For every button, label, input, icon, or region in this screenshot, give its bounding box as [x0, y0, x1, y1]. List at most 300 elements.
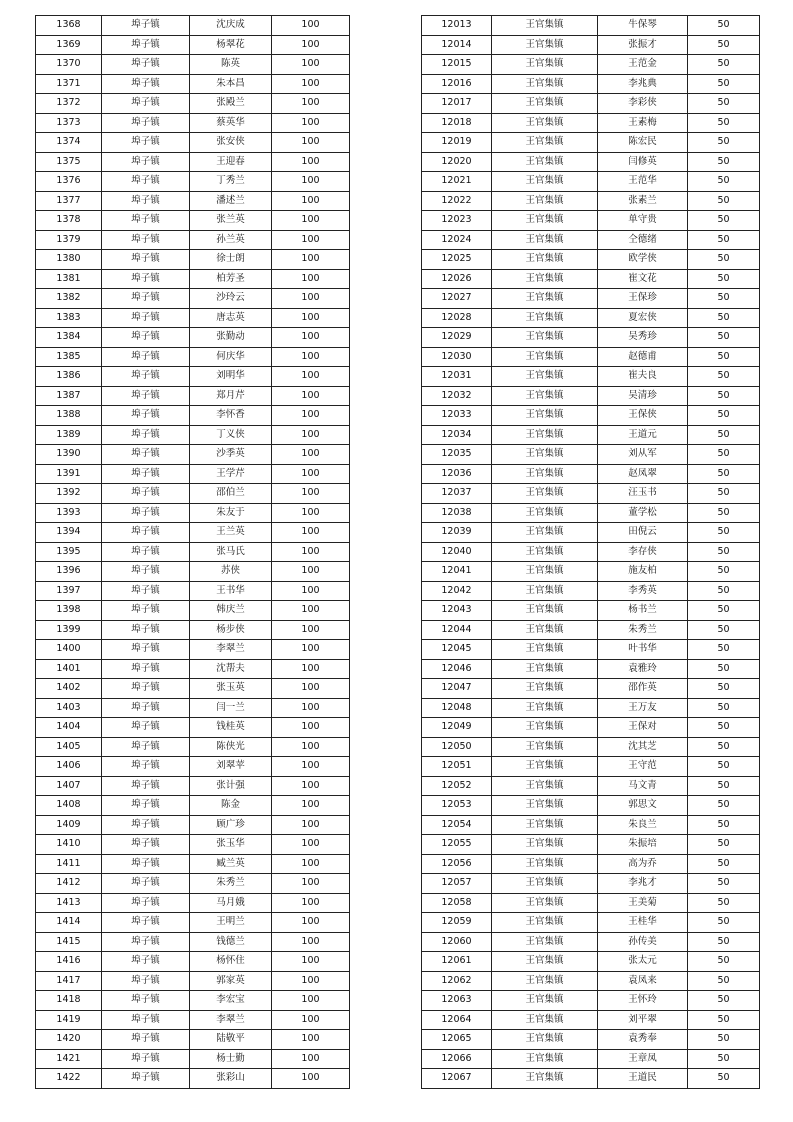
serial-number-cell: 1421 [36, 1049, 102, 1069]
name-cell: 李翠兰 [190, 640, 272, 660]
town-cell: 埠子镇 [102, 971, 190, 991]
town-cell: 王官集镇 [492, 796, 598, 816]
name-cell: 潘述兰 [190, 191, 272, 211]
serial-number-cell: 12064 [422, 1010, 492, 1030]
table-row [422, 269, 760, 289]
town-cell: 王官集镇 [492, 191, 598, 211]
name-cell: 张玉英 [190, 679, 272, 699]
serial-number-cell: 12039 [422, 523, 492, 543]
town-cell: 埠子镇 [102, 55, 190, 75]
table-row [36, 35, 350, 55]
serial-number-cell: 12063 [422, 991, 492, 1011]
serial-number-cell: 1420 [36, 1030, 102, 1050]
name-cell: 仝德绪 [598, 230, 688, 250]
town-cell: 埠子镇 [102, 484, 190, 504]
serial-number-cell: 12018 [422, 113, 492, 133]
name-cell: 李兆典 [598, 74, 688, 94]
amount-cell: 100 [272, 698, 350, 718]
town-cell: 王官集镇 [492, 347, 598, 367]
name-cell: 马文青 [598, 776, 688, 796]
town-cell: 埠子镇 [102, 718, 190, 738]
table-row [422, 1049, 760, 1069]
serial-number-cell: 12044 [422, 620, 492, 640]
serial-number-cell: 12060 [422, 932, 492, 952]
amount-cell: 50 [688, 113, 760, 133]
name-cell: 李兆才 [598, 874, 688, 894]
serial-number-cell: 12032 [422, 386, 492, 406]
name-cell: 欧学侠 [598, 250, 688, 270]
serial-number-cell: 12017 [422, 94, 492, 114]
name-cell: 王迎春 [190, 152, 272, 172]
amount-cell: 50 [688, 835, 760, 855]
serial-number-cell: 12067 [422, 1069, 492, 1089]
table-row [36, 230, 350, 250]
table-row [36, 601, 350, 621]
amount-cell: 50 [688, 562, 760, 582]
town-cell: 王官集镇 [492, 991, 598, 1011]
table-row [36, 445, 350, 465]
name-cell: 赵凤翠 [598, 464, 688, 484]
town-cell: 王官集镇 [492, 1010, 598, 1030]
table-row [36, 854, 350, 874]
table-row [36, 484, 350, 504]
amount-cell: 50 [688, 445, 760, 465]
table-row [422, 464, 760, 484]
serial-number-cell: 12055 [422, 835, 492, 855]
amount-cell: 50 [688, 991, 760, 1011]
table-row [36, 932, 350, 952]
table-row [422, 1010, 760, 1030]
serial-number-cell: 12013 [422, 16, 492, 36]
name-cell: 刘翠苹 [190, 757, 272, 777]
town-cell: 王官集镇 [492, 854, 598, 874]
serial-number-cell: 1396 [36, 562, 102, 582]
amount-cell: 100 [272, 113, 350, 133]
serial-number-cell: 1406 [36, 757, 102, 777]
serial-number-cell: 1371 [36, 74, 102, 94]
serial-number-cell: 1370 [36, 55, 102, 75]
amount-cell: 100 [272, 581, 350, 601]
table-row [36, 679, 350, 699]
table-row [422, 737, 760, 757]
table-row [36, 94, 350, 114]
table-row [36, 620, 350, 640]
name-cell: 施友柏 [598, 562, 688, 582]
table-row [36, 874, 350, 894]
town-cell: 埠子镇 [102, 230, 190, 250]
name-cell: 吴清珍 [598, 386, 688, 406]
amount-cell: 100 [272, 406, 350, 426]
town-cell: 埠子镇 [102, 172, 190, 192]
amount-cell: 50 [688, 796, 760, 816]
town-cell: 埠子镇 [102, 737, 190, 757]
amount-cell: 100 [272, 445, 350, 465]
amount-cell: 100 [272, 94, 350, 114]
town-cell: 埠子镇 [102, 913, 190, 933]
serial-number-cell: 12022 [422, 191, 492, 211]
town-cell: 王官集镇 [492, 16, 598, 36]
table-row [36, 152, 350, 172]
name-cell: 王道元 [598, 425, 688, 445]
name-cell: 陈宏民 [598, 133, 688, 153]
name-cell: 赵德甫 [598, 347, 688, 367]
serial-number-cell: 1391 [36, 464, 102, 484]
table-row [422, 308, 760, 328]
name-cell: 沈庆成 [190, 16, 272, 36]
amount-cell: 100 [272, 523, 350, 543]
name-cell: 牛保琴 [598, 16, 688, 36]
table-row [36, 406, 350, 426]
name-cell: 王素梅 [598, 113, 688, 133]
name-cell: 张殿兰 [190, 94, 272, 114]
name-cell: 郭思文 [598, 796, 688, 816]
name-cell: 陆敬平 [190, 1030, 272, 1050]
town-cell: 埠子镇 [102, 35, 190, 55]
name-cell: 钱德兰 [190, 932, 272, 952]
amount-cell: 100 [272, 289, 350, 309]
table-row [36, 1010, 350, 1030]
serial-number-cell: 1373 [36, 113, 102, 133]
table-row [36, 971, 350, 991]
name-cell: 张彩山 [190, 1069, 272, 1089]
table-row [422, 971, 760, 991]
table-row [36, 542, 350, 562]
name-cell: 李存侠 [598, 542, 688, 562]
name-cell: 陈侠光 [190, 737, 272, 757]
name-cell: 李彩侠 [598, 94, 688, 114]
table-row [422, 542, 760, 562]
amount-cell: 100 [272, 133, 350, 153]
serial-number-cell: 1386 [36, 367, 102, 387]
name-cell: 朱友于 [190, 503, 272, 523]
serial-number-cell: 1419 [36, 1010, 102, 1030]
serial-number-cell: 12054 [422, 815, 492, 835]
town-cell: 王官集镇 [492, 289, 598, 309]
table-row [36, 16, 350, 36]
table-row [422, 172, 760, 192]
town-cell: 王官集镇 [492, 386, 598, 406]
town-cell: 王官集镇 [492, 952, 598, 972]
amount-cell: 100 [272, 757, 350, 777]
serial-number-cell: 12050 [422, 737, 492, 757]
serial-number-cell: 12051 [422, 757, 492, 777]
table-row [36, 55, 350, 75]
table-row [422, 74, 760, 94]
name-cell: 臧兰英 [190, 854, 272, 874]
amount-cell: 100 [272, 347, 350, 367]
town-cell: 王官集镇 [492, 893, 598, 913]
table-row [36, 1069, 350, 1089]
name-cell: 沈其芝 [598, 737, 688, 757]
town-cell: 王官集镇 [492, 55, 598, 75]
amount-cell: 100 [272, 776, 350, 796]
town-cell: 埠子镇 [102, 835, 190, 855]
amount-cell: 100 [272, 893, 350, 913]
amount-cell: 100 [272, 269, 350, 289]
amount-cell: 100 [272, 659, 350, 679]
name-cell: 王万友 [598, 698, 688, 718]
amount-cell: 100 [272, 425, 350, 445]
amount-cell: 100 [272, 601, 350, 621]
amount-cell: 50 [688, 347, 760, 367]
amount-cell: 50 [688, 1010, 760, 1030]
table-row [36, 640, 350, 660]
serial-number-cell: 1411 [36, 854, 102, 874]
table-row [36, 113, 350, 133]
town-cell: 王官集镇 [492, 445, 598, 465]
serial-number-cell: 12036 [422, 464, 492, 484]
town-cell: 王官集镇 [492, 484, 598, 504]
town-cell: 王官集镇 [492, 698, 598, 718]
name-cell: 邵作英 [598, 679, 688, 699]
table-row [36, 347, 350, 367]
amount-cell: 100 [272, 913, 350, 933]
name-cell: 王美菊 [598, 893, 688, 913]
amount-cell: 100 [272, 172, 350, 192]
name-cell: 李宏宝 [190, 991, 272, 1011]
table-row [422, 484, 760, 504]
serial-number-cell: 1397 [36, 581, 102, 601]
name-cell: 王保对 [598, 718, 688, 738]
town-cell: 王官集镇 [492, 74, 598, 94]
table-row [36, 1049, 350, 1069]
town-cell: 王官集镇 [492, 1069, 598, 1089]
table-row [36, 425, 350, 445]
name-cell: 董学松 [598, 503, 688, 523]
serial-number-cell: 12048 [422, 698, 492, 718]
name-cell: 徐士朗 [190, 250, 272, 270]
amount-cell: 50 [688, 133, 760, 153]
name-cell: 陈金 [190, 796, 272, 816]
name-cell: 陈英 [190, 55, 272, 75]
serial-number-cell: 12066 [422, 1049, 492, 1069]
table-row [422, 133, 760, 153]
serial-number-cell: 1405 [36, 737, 102, 757]
town-cell: 王官集镇 [492, 250, 598, 270]
name-cell: 杨书兰 [598, 601, 688, 621]
amount-cell: 50 [688, 425, 760, 445]
amount-cell: 100 [272, 991, 350, 1011]
town-cell: 王官集镇 [492, 659, 598, 679]
name-cell: 张振才 [598, 35, 688, 55]
town-cell: 王官集镇 [492, 94, 598, 114]
serial-number-cell: 1372 [36, 94, 102, 114]
town-cell: 王官集镇 [492, 425, 598, 445]
amount-cell: 50 [688, 601, 760, 621]
serial-number-cell: 1404 [36, 718, 102, 738]
amount-cell: 50 [688, 971, 760, 991]
table-row [422, 406, 760, 426]
town-cell: 埠子镇 [102, 679, 190, 699]
table-row [422, 952, 760, 972]
serial-number-cell: 1399 [36, 620, 102, 640]
name-cell: 苏侠 [190, 562, 272, 582]
amount-cell: 50 [688, 386, 760, 406]
town-cell: 埠子镇 [102, 308, 190, 328]
name-cell: 袁凤来 [598, 971, 688, 991]
name-cell: 高为乔 [598, 854, 688, 874]
town-cell: 埠子镇 [102, 445, 190, 465]
serial-number-cell: 1402 [36, 679, 102, 699]
name-cell: 王桂华 [598, 913, 688, 933]
amount-cell: 50 [688, 367, 760, 387]
name-cell: 王怀玲 [598, 991, 688, 1011]
table-row [422, 230, 760, 250]
name-cell: 王章凤 [598, 1049, 688, 1069]
amount-cell: 50 [688, 230, 760, 250]
serial-number-cell: 1387 [36, 386, 102, 406]
amount-cell: 100 [272, 952, 350, 972]
serial-number-cell: 1422 [36, 1069, 102, 1089]
name-cell: 王兰英 [190, 523, 272, 543]
name-cell: 单守贵 [598, 211, 688, 231]
serial-number-cell: 1389 [36, 425, 102, 445]
table-row [36, 698, 350, 718]
name-cell: 韩庆兰 [190, 601, 272, 621]
town-cell: 王官集镇 [492, 581, 598, 601]
table-row [422, 1030, 760, 1050]
table-row [36, 250, 350, 270]
name-cell: 张勤动 [190, 328, 272, 348]
town-cell: 王官集镇 [492, 133, 598, 153]
table-row [36, 776, 350, 796]
town-cell: 埠子镇 [102, 698, 190, 718]
town-cell: 王官集镇 [492, 172, 598, 192]
town-cell: 埠子镇 [102, 1010, 190, 1030]
serial-number-cell: 12057 [422, 874, 492, 894]
name-cell: 张太元 [598, 952, 688, 972]
town-cell: 埠子镇 [102, 542, 190, 562]
amount-cell: 100 [272, 484, 350, 504]
name-cell: 朱振培 [598, 835, 688, 855]
name-cell: 丁义侠 [190, 425, 272, 445]
amount-cell: 50 [688, 542, 760, 562]
serial-number-cell: 12049 [422, 718, 492, 738]
name-cell: 王守范 [598, 757, 688, 777]
serial-number-cell: 1414 [36, 913, 102, 933]
name-cell: 张安侠 [190, 133, 272, 153]
table-row [422, 679, 760, 699]
town-cell: 埠子镇 [102, 757, 190, 777]
name-cell: 王学芹 [190, 464, 272, 484]
serial-number-cell: 12014 [422, 35, 492, 55]
table-row [422, 347, 760, 367]
name-cell: 王道民 [598, 1069, 688, 1089]
amount-cell: 50 [688, 503, 760, 523]
name-cell: 王范金 [598, 55, 688, 75]
town-cell: 埠子镇 [102, 406, 190, 426]
table-row [422, 874, 760, 894]
town-cell: 王官集镇 [492, 601, 598, 621]
town-cell: 王官集镇 [492, 230, 598, 250]
town-cell: 埠子镇 [102, 562, 190, 582]
amount-cell: 100 [272, 250, 350, 270]
amount-cell: 50 [688, 94, 760, 114]
amount-cell: 100 [272, 35, 350, 55]
amount-cell: 50 [688, 250, 760, 270]
town-cell: 王官集镇 [492, 874, 598, 894]
table-row [36, 328, 350, 348]
town-cell: 埠子镇 [102, 620, 190, 640]
table-row [422, 796, 760, 816]
town-cell: 王官集镇 [492, 679, 598, 699]
amount-cell: 100 [272, 620, 350, 640]
table-row [36, 952, 350, 972]
serial-number-cell: 1382 [36, 289, 102, 309]
name-cell: 王明兰 [190, 913, 272, 933]
name-cell: 朱良兰 [598, 815, 688, 835]
table-row [36, 815, 350, 835]
amount-cell: 100 [272, 16, 350, 36]
serial-number-cell: 1398 [36, 601, 102, 621]
table-row [422, 1069, 760, 1089]
amount-cell: 50 [688, 16, 760, 36]
town-cell: 埠子镇 [102, 191, 190, 211]
amount-cell: 50 [688, 289, 760, 309]
amount-cell: 50 [688, 269, 760, 289]
table-row [36, 659, 350, 679]
name-cell: 叶书华 [598, 640, 688, 660]
table-row [422, 386, 760, 406]
serial-number-cell: 1369 [36, 35, 102, 55]
amount-cell: 50 [688, 1030, 760, 1050]
town-cell: 王官集镇 [492, 971, 598, 991]
amount-cell: 100 [272, 1049, 350, 1069]
name-cell: 闫修英 [598, 152, 688, 172]
town-cell: 埠子镇 [102, 269, 190, 289]
serial-number-cell: 12020 [422, 152, 492, 172]
table-row [422, 562, 760, 582]
amount-cell: 50 [688, 1069, 760, 1089]
town-cell: 埠子镇 [102, 796, 190, 816]
serial-number-cell: 12052 [422, 776, 492, 796]
name-cell: 柏芳圣 [190, 269, 272, 289]
serial-number-cell: 12021 [422, 172, 492, 192]
town-cell: 埠子镇 [102, 74, 190, 94]
serial-number-cell: 1417 [36, 971, 102, 991]
town-cell: 王官集镇 [492, 562, 598, 582]
table-row [36, 211, 350, 231]
name-cell: 李怀香 [190, 406, 272, 426]
amount-cell: 50 [688, 484, 760, 504]
serial-number-cell: 12058 [422, 893, 492, 913]
name-cell: 刘平翠 [598, 1010, 688, 1030]
town-cell: 王官集镇 [492, 757, 598, 777]
table-row [422, 289, 760, 309]
table-row [422, 640, 760, 660]
table-row [422, 94, 760, 114]
serial-number-cell: 1408 [36, 796, 102, 816]
name-cell: 唐志英 [190, 308, 272, 328]
town-cell: 埠子镇 [102, 250, 190, 270]
town-cell: 王官集镇 [492, 269, 598, 289]
serial-number-cell: 1409 [36, 815, 102, 835]
town-cell: 埠子镇 [102, 640, 190, 660]
name-cell: 王书华 [190, 581, 272, 601]
amount-cell: 50 [688, 55, 760, 75]
town-cell: 埠子镇 [102, 386, 190, 406]
town-cell: 王官集镇 [492, 640, 598, 660]
amount-cell: 50 [688, 464, 760, 484]
name-cell: 郭家英 [190, 971, 272, 991]
amount-cell: 100 [272, 796, 350, 816]
serial-number-cell: 12065 [422, 1030, 492, 1050]
amount-cell: 100 [272, 640, 350, 660]
name-cell: 袁雅玲 [598, 659, 688, 679]
town-cell: 王官集镇 [492, 737, 598, 757]
amount-cell: 50 [688, 679, 760, 699]
table-row [422, 523, 760, 543]
